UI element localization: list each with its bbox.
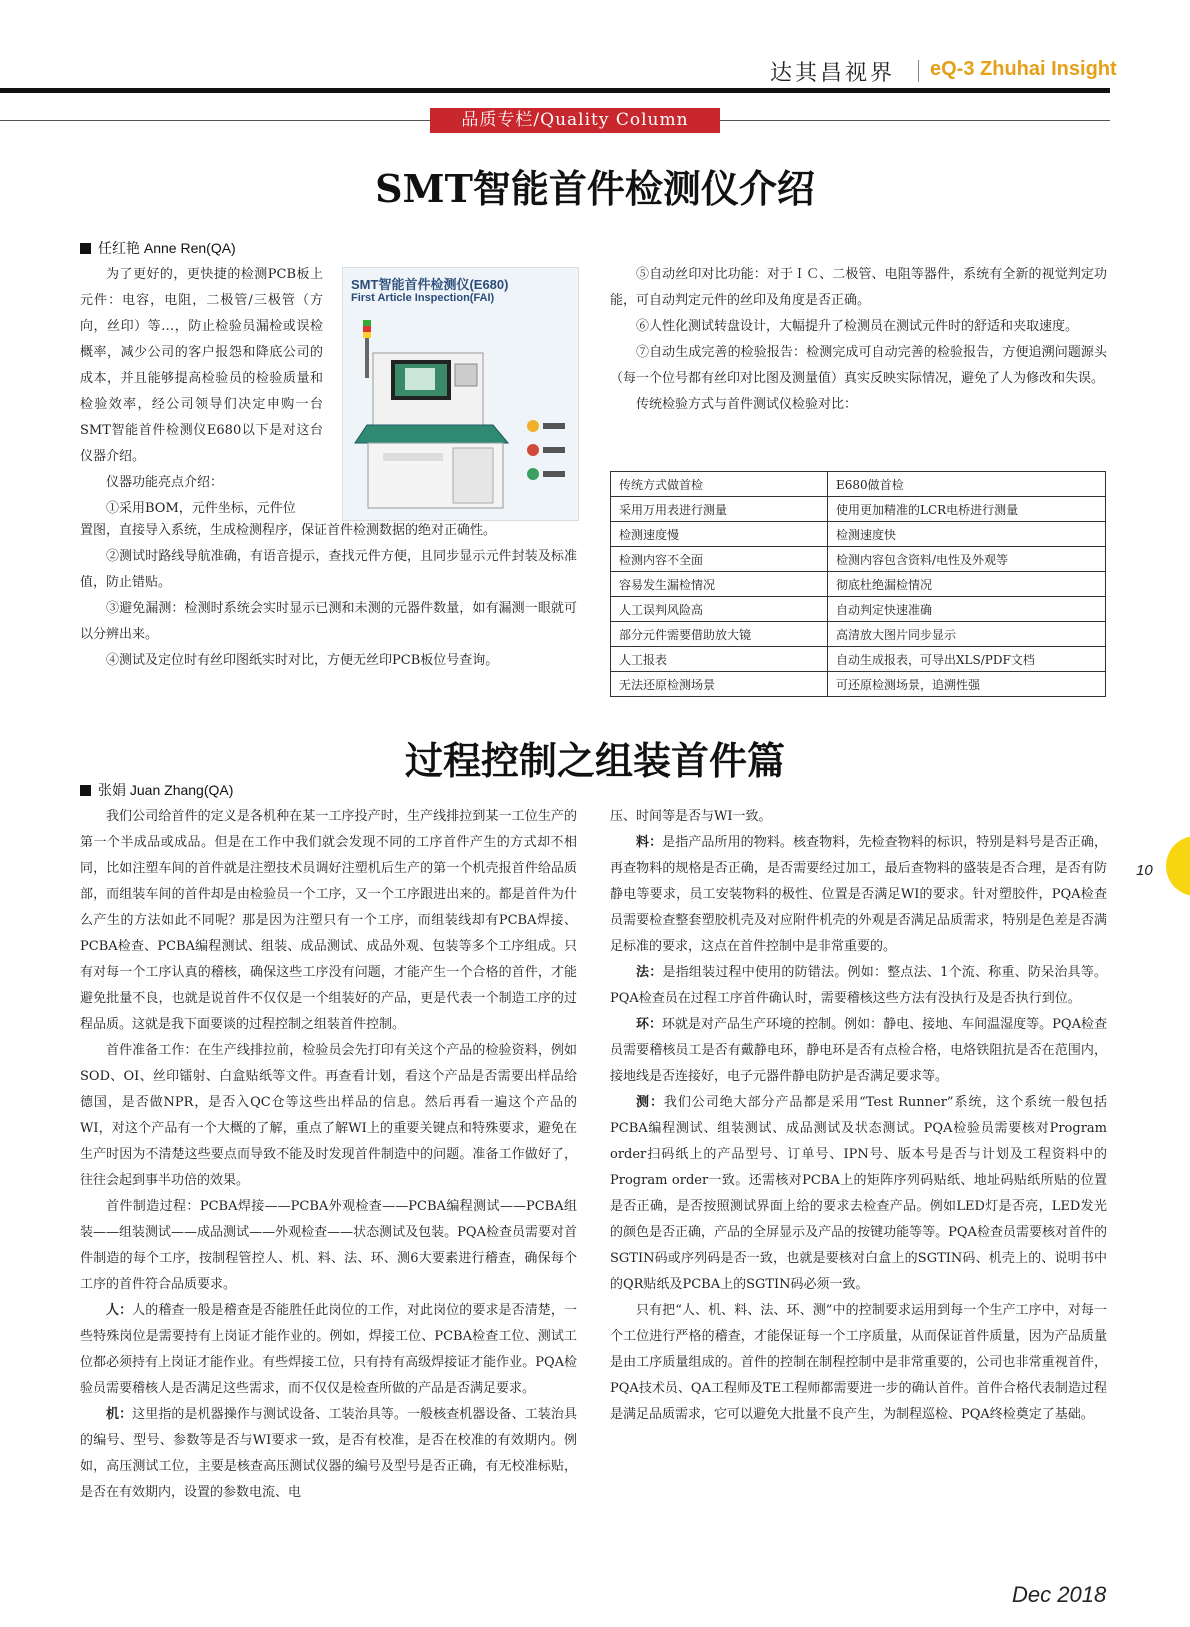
column-banner-line-right	[720, 120, 1110, 121]
article1-paragraph: 传统检验方式与首件测试仪检验对比：	[636, 397, 858, 412]
paragraph-text: 环就是对产品生产环境的控制。例如：静电、接地、车间温湿度等。PQA检查员需要稽核员工是否有戴静电环，静电环是否有点检合格，电烙铁阻抗是否在范围内，接地线是否连接好，电子元器件静电防护是否满足要求等。	[610, 1017, 1107, 1084]
paragraph-text: 首件制造过程：PCBA焊接——PCBA外观检查——PCBA编程测试——PCBA组装——组装测试——成品测试——外观检查——状态测试及包装。PQA检查员需要对首件制造的每个工序，按制程管控人、机、料、法、环、测6大要素进行稽查，确保每个工序的首件符合品质要求。	[80, 1199, 577, 1292]
article2-paragraph	[610, 1090, 1107, 1298]
table-cell: 采用万用表进行测量	[611, 497, 828, 522]
table-row	[611, 472, 1106, 497]
article2-paragraph	[610, 960, 1107, 1012]
table-cell: 彻底杜绝漏检情况	[828, 572, 1106, 597]
article2-paragraph	[80, 1402, 577, 1506]
article1-paragraph: ②测试时路线导航准确，有语音提示，查找元件方便，且同步显示元件封装及标准值，防止错贴。	[80, 549, 577, 590]
article2-author-name: 张娟 Juan Zhang(QA)	[98, 782, 234, 798]
comparison-table	[610, 471, 1106, 697]
table-cell: 传统方式做首检	[611, 472, 828, 497]
article1-author-name: 任红艳 Anne Ren(QA)	[98, 240, 236, 256]
table-cell: 高清放大图片同步显示	[828, 622, 1106, 647]
article1-paragraph: ⑤自动丝印对比功能：对于ＩＣ、二极管、电阻等器件，系统有全新的视觉判定功能，可自动判定元件的丝印及角度是否正确。	[610, 267, 1107, 308]
paragraph-lead-label: 测：	[636, 1095, 664, 1110]
paragraph-text: 这里指的是机器操作与测试设备、工装治具等。一般核查机器设备、工装治具的编号、型号、参数等是否与WI要求一致，是否有校准，是否在校准的有效期内。例如，高压测试工位，主要是核查高压测试仪器的编号及型号是否正确，有无校准标贴，是否在有效期内，设置的参数电流、电	[80, 1407, 577, 1500]
paragraph-text: 首件准备工作：在生产线排拉前，检验员会先打印有关这个产品的检验资料，例如SOD、OI、丝印镭射、白盒贴纸等文件。再查看计划，看这个产品是否需要出样品给德国，是否做NPR，是否入QC仓等这些出样品的信息。然后再看一遍这个产品的WI，对这个产品有一个大概的了解，重点了解WI上的重要关键点和特殊要求，避免在生产时因为不清楚这些要点而导致不能及时发现首件制造中的问题。准备工作做好了，往往会起到事半功倍的效果。	[80, 1043, 577, 1188]
article1-paragraph: ①采用BOM，元件坐标，元件位	[106, 501, 296, 516]
paragraph-text: 我们公司给首件的定义是各机种在某一工序投产时，生产线排拉到某一工位生产的第一个半成品或成品。但是在工作中我们就会发现不同的工序首件产生的方式却不相同，比如注塑车间的首件就是注塑技术员调好注塑机后生产的第一个机壳报首件给品质部，而组装车间的首件却是由检验员一个工序，又一个工序跟进出来的。都是首件为什么产生的方法如此不同呢？那是因为注塑只有一个工序，而组装线却有PCBA焊接、PCBA检查、PCBA编程测试、组装、成品测试、成品外观、包装等多个工序组成。只有对每一个工序认真的稽核，确保这些工序没有问题，才能产生一个合格的首件，才能避免批量不良，也就是说首件不仅仅是一个组装好的产品，更是代表一个制造工序的过程品质。这就是我下面要谈的过程控制之组装首件控制。	[80, 809, 577, 1032]
paragraph-text: 是指产品所用的物料。核查物料，先检查物料的标识，特别是料号是否正确，再查物料的规格是否正确，是否需要经过加工，最后查物料的盛装是否合理，是否有防静电等要求，员工安装物料的极性、位置是否满足WI的要求。针对塑胶件，PQA检查员需要检查整套塑胶机壳及对应附件机壳的外观是否满足品质需求，特别是色差是否满足标准的要求，这点在首件控制中是非常重要的。	[610, 835, 1107, 954]
author-bullet-icon	[80, 243, 91, 254]
table-cell: 检测速度快	[828, 522, 1106, 547]
table-row	[611, 572, 1106, 597]
article1-paragraph: ⑥人性化测试转盘设计，大幅提升了检测员在测试元件时的舒适和夹取速度。	[636, 319, 1079, 334]
article2-paragraph	[80, 1298, 577, 1402]
paragraph-text: 我们公司绝大部分产品都是采用“Test Runner”系统，这个系统一般包括PCBA编程测试、组装测试、成品测试及状态测试。PQA检验员需要核对Program order扫码纸上的产品型号、订单号、IPN号、版本号是否与计划及工程资料中的Program order一致。还需核对PCBA上的矩阵序列码贴纸、地址码贴纸所贴的位置是否正确，是否按照测试界面上给的要求去检查产品。例如LED灯是否亮，LED发光的颜色是否正确，产品的全屏显示及产品的按键功能等等。PQA检查员需要核对首件的SGTIN码或序列码是否一致，也就是要核对白盒上的SGTIN码、机壳上的、说明书中的QR贴纸及PCBA上的SGTIN码必须一致。	[610, 1095, 1107, 1292]
article2-paragraph	[80, 1038, 577, 1194]
header-rule	[0, 88, 1110, 93]
table-row	[611, 522, 1106, 547]
article1-paragraph: 仪器功能亮点介绍：	[106, 475, 224, 490]
article2-title: 过程控制之组装首件篇	[404, 738, 785, 783]
table-row	[611, 547, 1106, 572]
page-tab	[1166, 836, 1190, 896]
article1-right-text	[610, 262, 1107, 418]
table-cell: 自动生成报表，可导出XLS/PDF文档	[828, 647, 1106, 672]
table-row	[611, 672, 1106, 697]
figure-title: SMT智能首件检测仪(E680)	[351, 277, 509, 292]
article1-title: SMT智能首件检测仪介绍	[375, 166, 815, 211]
article2-author	[80, 780, 233, 800]
page-number: 10	[1136, 862, 1153, 879]
article1-paragraph: 为了更好的，更快捷的检测PCB板上元件：电容，电阻，二极管/三极管（方向，丝印）等…，防止检验员漏检或误检概率，减少公司的客户报怨和降底公司的成本，并且能够提高检验员的检验质量和检验效率，经公司领导们决定申购一台SMT智能首件检测仪E680以下是对这台仪器介绍。	[80, 267, 323, 464]
article1-paragraph: ③避免漏测：检测时系统会实时显示已测和未测的元器件数量，如有漏测一眼就可以分辨出来。	[80, 601, 577, 642]
paragraph-lead-label: 法：	[636, 965, 663, 980]
article1-paragraph: ⑦自动生成完善的检验报告：检测完成可自动完善的检验报告，方便追溯问题源头（每一个位号都有丝印对比图及测量值）真实反映实际情况，避免了人为修改和失误。	[610, 345, 1107, 386]
table-cell: 可还原检测场景，追溯性强	[828, 672, 1106, 697]
magazine-title-en: eQ-3 Zhuhai Insight	[930, 58, 1117, 80]
article1-paragraph: ④测试及定位时有丝印图纸实时对比，方便无丝印PCB板位号查询。	[106, 653, 499, 668]
table-row	[611, 647, 1106, 672]
article1-left-narrow-text	[80, 262, 323, 522]
table-cell: 无法还原检测场景	[611, 672, 828, 697]
table-cell: 部分元件需要借助放大镜	[611, 622, 828, 647]
table-cell: 容易发生漏检情况	[611, 572, 828, 597]
figure-subtitle: First Article Inspection(FAI)	[351, 292, 495, 304]
magazine-title-cn: 达其昌视界	[770, 61, 896, 86]
table-row	[611, 597, 1106, 622]
table-cell: 人工报表	[611, 647, 828, 672]
issue-date: Dec 2018	[1012, 1582, 1107, 1607]
paragraph-lead-label: 机：	[106, 1407, 133, 1422]
table-cell: 自动判定快速准确	[828, 597, 1106, 622]
article2-paragraph	[610, 804, 1107, 830]
paragraph-text: 压、时间等是否与WI一致。	[610, 809, 772, 824]
article1-paragraph: 置图，直接导入系统，生成检测程序，保证首件检测数据的绝对正确性。	[80, 523, 497, 538]
article2-paragraph	[80, 804, 577, 1038]
table-row	[611, 497, 1106, 522]
article1-left-wide-text	[80, 518, 577, 674]
article2-paragraph	[610, 1298, 1107, 1428]
table-cell: 检测内容包含资料/电性及外观等	[828, 547, 1106, 572]
article2-paragraph	[80, 1194, 577, 1298]
table-cell: 检测速度慢	[611, 522, 828, 547]
header-separator	[918, 60, 919, 82]
inspection-machine-illustration	[343, 268, 578, 520]
article2-paragraph	[610, 830, 1107, 960]
paragraph-lead-label: 料：	[636, 835, 663, 850]
paragraph-text: 人的稽查一般是稽查是否能胜任此岗位的工作，对此岗位的要求是否清楚，一些特殊岗位是需要持有上岗证才能作业的。例如，焊接工位、PCBA检查工位、测试工位都必须持有上岗证才能作业。有些焊接工位，只有持有高级焊接证才能作业。PQA检验员需要稽核人是否满足这些需求，而不仅仅是检查所做的产品是否满足要求。	[80, 1303, 577, 1396]
column-banner-line-left	[0, 120, 430, 121]
article2-right-text	[610, 804, 1107, 1428]
table-cell: 人工误判风险高	[611, 597, 828, 622]
author-bullet-icon	[80, 785, 91, 796]
table-cell: E680做首检	[828, 472, 1106, 497]
paragraph-lead-label: 环：	[636, 1017, 663, 1032]
paragraph-text: 只有把“人、机、料、法、环、测”中的控制要求运用到每一个生产工序中，对每一个工位进行严格的稽查，才能保证每一个工序质量，从而保证首件质量，因为产品质量是由工序质量组成的。首件的控制在制程控制中是非常重要的，公司也非常重视首件，PQA技术员、QA工程师及TE工程师都需要进一步的确认首件。首件合格代表制造过程是满足品质需求，它可以避免大批量不良产生，为制程巡检、PQA终检奠定了基础。	[610, 1303, 1107, 1422]
table-row	[611, 622, 1106, 647]
article2-left-text	[80, 804, 577, 1506]
table-cell: 检测内容不全面	[611, 547, 828, 572]
paragraph-text: 是指组装过程中使用的防错法。例如：整点法、1个流、称重、防呆治具等。PQA检查员在过程工序首件确认时，需要稽核这些方法有没执行及是否执行到位。	[610, 965, 1107, 1006]
paragraph-lead-label: 人：	[106, 1303, 133, 1318]
article2-paragraph	[610, 1012, 1107, 1090]
table-cell: 使用更加精准的LCR电桥进行测量	[828, 497, 1106, 522]
inspection-machine-figure	[342, 267, 579, 521]
article1-author	[80, 238, 236, 258]
column-banner: 品质专栏/Quality Column	[430, 108, 720, 133]
